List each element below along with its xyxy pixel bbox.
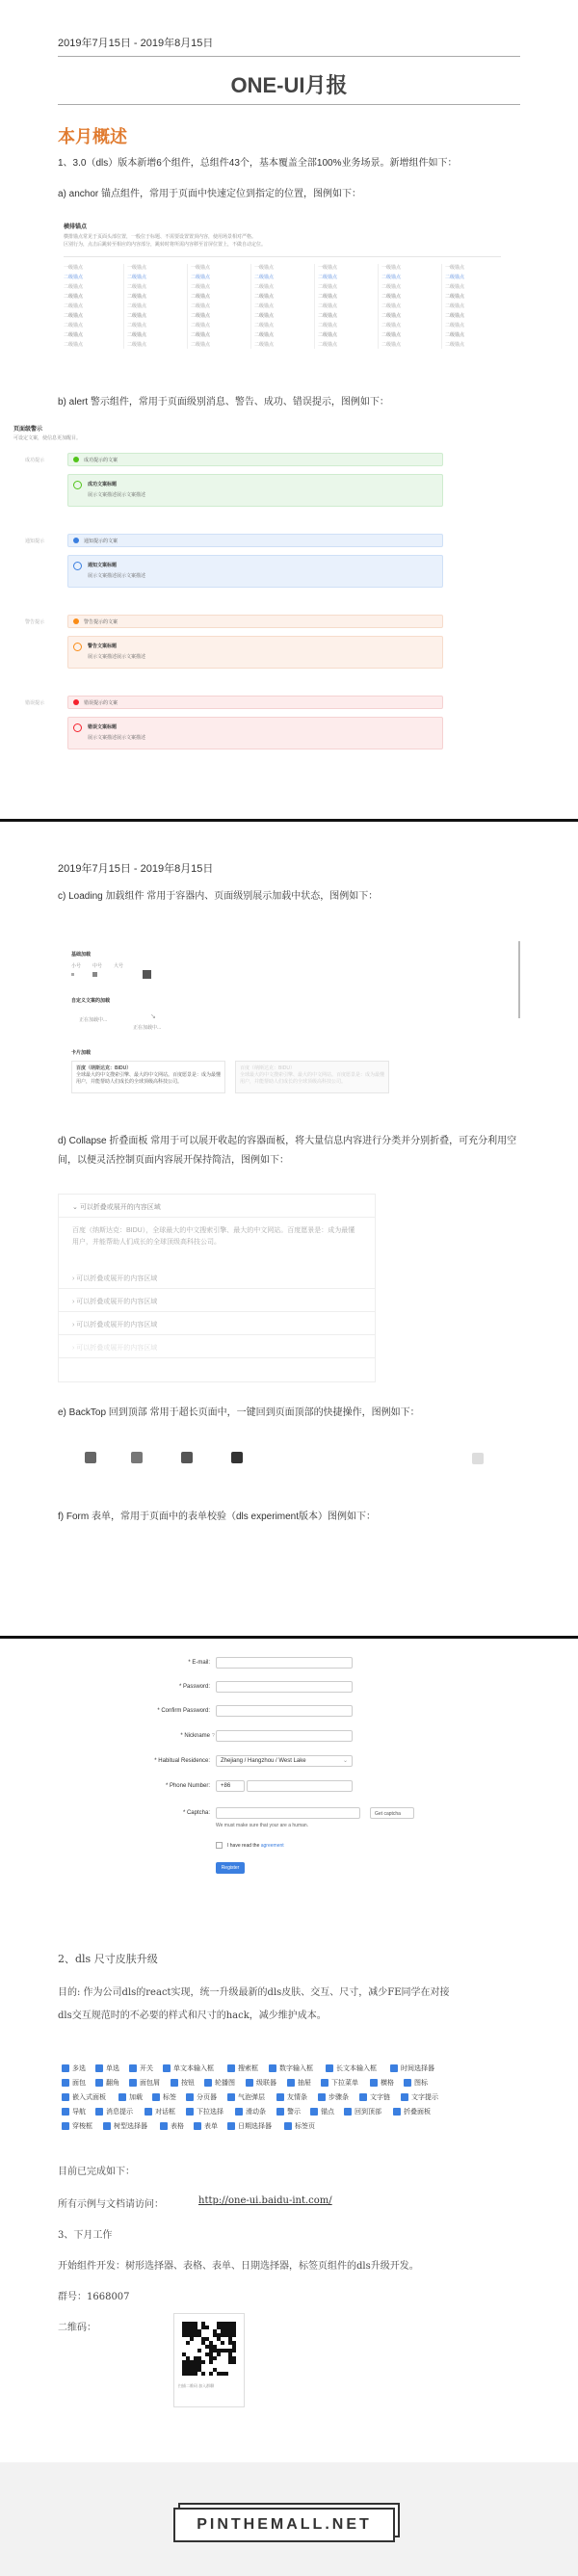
- anchor-column-divider: [441, 264, 442, 349]
- backtop-icon[interactable]: [231, 1452, 243, 1463]
- chevron-down-icon: ⌄: [342, 1758, 348, 1764]
- anchor-link[interactable]: 二级锚点: [254, 275, 275, 280]
- checkbox-checked[interactable]: [287, 2079, 295, 2087]
- alert-status-icon: [73, 562, 82, 570]
- anchor-link[interactable]: 二级锚点: [191, 342, 211, 348]
- anchor-link[interactable]: 二级锚点: [445, 332, 465, 338]
- collapse-item[interactable]: [59, 1266, 375, 1289]
- checkbox-label: 级联器: [256, 2080, 276, 2087]
- checkbox-checked[interactable]: [186, 2108, 194, 2116]
- report-page-3: [0, 1639, 578, 2462]
- anchor-demo-divider: [64, 256, 501, 257]
- alert-text: 警告提示的文案: [84, 619, 118, 625]
- checkbox-checked[interactable]: [227, 2122, 235, 2130]
- anchor-link[interactable]: 二级锚点: [318, 303, 338, 309]
- anchor-link[interactable]: 二级锚点: [445, 303, 465, 309]
- report-date: 2019年7月15日 - 2019年8月15日: [58, 38, 214, 49]
- anchor-link[interactable]: 一级锚点: [381, 265, 402, 271]
- checkbox-label: 时间选择器: [401, 2065, 434, 2072]
- loading-description: c) Loading 加载组件 常用于容器内、页面级别展示加载中状态，图例如下：: [58, 891, 379, 902]
- checkbox-label: 穿梭框: [72, 2123, 92, 2130]
- checkbox-checked[interactable]: [186, 2093, 194, 2101]
- alert-body: 展示文案描述展示文案描述: [88, 492, 146, 498]
- collapse-item-disabled: [59, 1335, 375, 1358]
- checkbox-label: 单文本输入框: [173, 2065, 214, 2072]
- checkbox-label: 日期选择器: [238, 2123, 272, 2130]
- phone-field[interactable]: [247, 1780, 353, 1792]
- checkbox-label: 对话框: [155, 2109, 175, 2116]
- checkbox-label: 气泡弹层: [238, 2094, 265, 2101]
- alert-single: [67, 696, 443, 709]
- checkbox-label: 面包屑: [140, 2080, 160, 2087]
- checkbox-label: 回到顶部: [355, 2109, 381, 2116]
- collapse-panel: [58, 1194, 376, 1382]
- alert-type-label: 成功提示: [25, 458, 45, 463]
- anchor-column-divider: [250, 264, 251, 349]
- card-title: 百度（纳斯达克：BIDU）: [76, 1065, 132, 1071]
- anchor-link[interactable]: 二级锚点: [445, 313, 465, 319]
- collapse-content: 百度（纳斯达克：BIDU），全球最大的中文搜索引擎、最大的中文网站。百度愿景是：成为最懂用户，并能帮助人们成长的全球顶级高科技公司。: [72, 1227, 355, 1246]
- checkbox-label: 警示: [287, 2109, 301, 2116]
- anchor-link[interactable]: 二级锚点: [318, 323, 338, 329]
- alert-with-title: [67, 555, 443, 588]
- checkbox-label: 锚点: [321, 2109, 334, 2116]
- anchor-link[interactable]: 二级锚点: [318, 284, 338, 290]
- loading-basic-label: 基础加载: [71, 952, 92, 958]
- checkbox-checked[interactable]: [235, 2108, 243, 2116]
- checkbox-label: 搜索框: [238, 2065, 258, 2072]
- site-logo-text: PINTHEMALL.NET: [197, 2516, 372, 2533]
- done-title: 目前已完成如下：: [58, 2167, 135, 2177]
- checkbox-checked[interactable]: [163, 2064, 171, 2072]
- anchor-link[interactable]: 二级锚点: [191, 323, 211, 329]
- anchor-link[interactable]: 二级锚点: [127, 294, 147, 300]
- checkbox-checked[interactable]: [246, 2079, 253, 2087]
- anchor-demo-desc: 区别行为，点击后跳转至相应的内容部分，跳转时将所需内容移至首屏位置上，不做自动定位。: [64, 242, 267, 248]
- spinner-icon: [143, 970, 151, 979]
- anchor-link[interactable]: 二级锚点: [191, 284, 211, 290]
- checkbox-label: 下拉选择: [197, 2109, 223, 2116]
- anchor-link[interactable]: 二级锚点: [191, 313, 211, 319]
- loading-card: [71, 1061, 225, 1093]
- page-title: ONE-UI月报: [230, 73, 348, 97]
- anchor-link[interactable]: 二级锚点: [127, 342, 147, 348]
- loading-custom-label: 自定义文案的加载: [71, 998, 111, 1004]
- alert-with-title: [67, 717, 443, 749]
- captcha-field[interactable]: [216, 1807, 360, 1819]
- collapse-item-label: 可以折叠或展开的内容区域: [76, 1345, 158, 1352]
- checkbox-checked[interactable]: [370, 2079, 378, 2087]
- checkbox-checked[interactable]: [401, 2093, 408, 2101]
- checkbox-label: 文字链: [370, 2094, 390, 2101]
- checkbox-checked[interactable]: [103, 2122, 111, 2130]
- scrollbar: [518, 941, 520, 1018]
- alert-single: [67, 453, 443, 466]
- checkbox-checked[interactable]: [62, 2093, 69, 2101]
- checkbox-label: 友情条: [287, 2094, 307, 2101]
- password-label: * Password:: [178, 1684, 210, 1690]
- anchor-link[interactable]: 一级锚点: [318, 265, 338, 271]
- checkbox-label: 标签页: [295, 2123, 315, 2130]
- anchor-link[interactable]: 二级锚点: [381, 303, 402, 309]
- chevron-right-icon: ›: [72, 1345, 77, 1352]
- anchor-link[interactable]: 二级锚点: [254, 294, 275, 300]
- anchor-link[interactable]: 二级锚点: [191, 294, 211, 300]
- help-icon: ?: [212, 1733, 215, 1739]
- anchor-link[interactable]: 二级锚点: [254, 332, 275, 338]
- anchor-link[interactable]: 一级锚点: [191, 265, 211, 271]
- anchor-link[interactable]: 二级锚点: [64, 323, 84, 329]
- checkbox-label: 长文本输入框: [336, 2065, 377, 2072]
- checkbox-checked[interactable]: [227, 2093, 235, 2101]
- checkbox-checked[interactable]: [160, 2122, 168, 2130]
- anchor-link[interactable]: 二级锚点: [64, 294, 84, 300]
- anchor-link[interactable]: 二级锚点: [127, 275, 147, 280]
- alert-type-label: 警告提示: [25, 619, 45, 625]
- checkbox-checked[interactable]: [62, 2122, 69, 2130]
- password-field[interactable]: [216, 1681, 353, 1693]
- checkbox-label: 多选: [72, 2065, 86, 2072]
- checkbox-checked[interactable]: [390, 2064, 398, 2072]
- alert-text: 通知提示的文案: [84, 539, 118, 544]
- group-number: 群号：1668007: [58, 2292, 130, 2302]
- checkbox-checked[interactable]: [269, 2064, 276, 2072]
- checkbox-checked[interactable]: [393, 2108, 401, 2116]
- alert-heading: 警告文案标题: [88, 644, 118, 649]
- anchor-link[interactable]: 二级锚点: [127, 303, 147, 309]
- checkbox-label: 图标: [414, 2080, 428, 2087]
- section3-title: 3、下月工作: [58, 2230, 113, 2241]
- anchor-link[interactable]: 二级锚点: [254, 323, 275, 329]
- anchor-link[interactable]: 二级锚点: [64, 332, 84, 338]
- section3-body: 开始组件开发：树形选择器、表格、表单、日期选择器，标签页组件的dls升级开发。: [58, 2261, 419, 2272]
- residence-select[interactable]: [216, 1755, 353, 1767]
- checkbox-label: 滑动条: [246, 2109, 266, 2116]
- phone-prefix: +86: [221, 1783, 231, 1789]
- anchor-link[interactable]: 二级锚点: [254, 303, 275, 309]
- checkbox-checked[interactable]: [326, 2064, 333, 2072]
- checkbox-checked[interactable]: [318, 2093, 326, 2101]
- anchor-link[interactable]: 二级锚点: [445, 323, 465, 329]
- report-date: 2019年7月15日 - 2019年8月15日: [58, 863, 214, 875]
- register-label: Register: [221, 1865, 240, 1871]
- agree-checkbox[interactable]: [216, 1842, 223, 1849]
- anchor-description: a) anchor 锚点组件，常用于页面中快速定位到指定的位置，图例如下：: [58, 189, 362, 199]
- backtop-icon[interactable]: [472, 1453, 484, 1464]
- section2-body: dls交互规范时的不必要的样式和尺寸的hack，减少维护成本。: [58, 2011, 327, 2021]
- checkbox-checked[interactable]: [276, 2108, 284, 2116]
- checkbox-label: 加载: [129, 2094, 143, 2101]
- checkbox-label: 标签: [163, 2094, 176, 2101]
- collapse-description: d) Collapse 折叠面板 常用于可以展开收起的容器面板，将大量信息内容进行分类并分别折叠，可充分利用空间，以便灵活控制页面内容展开保持简洁，图例如下：: [58, 1136, 517, 1166]
- alert-demo-subtitle: 可设定文案，使信息更加醒目。: [13, 435, 82, 441]
- intro-text: 1、3.0（dls）版本新增6个组件，总组件43个，基本覆盖全部100%业务场景。新增组件如下：: [58, 158, 458, 169]
- report-page-2: [0, 822, 578, 1636]
- card-body: 全球最大的中文搜索引擎、最大的中文网站。百度愿景是：成为最懂用户，并能帮助人们成长的全球顶级高科技公司。: [240, 1072, 385, 1085]
- agree-label: I have read the: [227, 1843, 260, 1849]
- checkbox-checked[interactable]: [129, 2079, 137, 2087]
- residence-value: Zhejiang / Hangzhou / West Lake: [221, 1758, 306, 1764]
- anchor-demo-desc: 横排锚点常见于页面头部位置，一般位于标题、不需要设置置顶内容，使用场景相对严格。: [64, 234, 257, 240]
- backtop-icon[interactable]: [85, 1452, 96, 1463]
- anchor-link[interactable]: 二级锚点: [445, 342, 465, 348]
- collapse-item-label: 可以折叠或展开的内容区域: [79, 1204, 161, 1211]
- checkbox-checked[interactable]: [152, 2093, 160, 2101]
- checkbox-checked[interactable]: [194, 2122, 201, 2130]
- captcha-label: * Captcha:: [182, 1810, 210, 1816]
- agreement-link[interactable]: agreement: [260, 1843, 284, 1849]
- confirm-password-label: * Confirm Password:: [157, 1708, 210, 1714]
- loading-text: 正在加载中...: [79, 1017, 108, 1023]
- alert-body: 展示文案描述展示文案描述: [88, 654, 146, 660]
- checkbox-label: 消息提示: [106, 2109, 133, 2116]
- checkbox-label: 分页器: [197, 2094, 217, 2101]
- anchor-link[interactable]: 二级锚点: [445, 294, 465, 300]
- loading-text: 正在加载中...: [133, 1025, 162, 1031]
- checkbox-checked[interactable]: [227, 2064, 235, 2072]
- alert-type-label: 错误提示: [25, 700, 45, 706]
- anchor-link[interactable]: 二级锚点: [127, 284, 147, 290]
- section2-body: 目的: 作为公司dls的react实现，统一升级最新的dls皮肤、交互、尺寸，减少FE同学在对接: [58, 1987, 450, 1998]
- anchor-link[interactable]: 一级锚点: [254, 265, 275, 271]
- anchor-link[interactable]: 二级锚点: [127, 332, 147, 338]
- anchor-link[interactable]: 二级锚点: [254, 284, 275, 290]
- get-captcha-button[interactable]: [370, 1807, 414, 1819]
- alert-type-label: 通知提示: [25, 539, 45, 544]
- collapse-item-label: 可以折叠或展开的内容区域: [76, 1299, 158, 1305]
- checkbox-checked[interactable]: [95, 2079, 103, 2087]
- anchor-link[interactable]: 二级锚点: [381, 323, 402, 329]
- alert-status-icon: [73, 699, 79, 705]
- section-title: 本月概述: [58, 127, 127, 146]
- alert-demo-title: 页面级警示: [13, 427, 43, 433]
- alert-with-title: [67, 636, 443, 669]
- anchor-link[interactable]: 二级锚点: [381, 332, 402, 338]
- chevron-down-icon: ⌄: [72, 1204, 80, 1211]
- checkbox-label: 表格: [171, 2123, 184, 2130]
- anchor-link[interactable]: 二级锚点: [318, 313, 338, 319]
- card-body: 全球最大的中文搜索引擎、最大的中文网站。百度愿景是：成为最懂用户，并能帮助人们成长的全球顶级高科技公司。: [76, 1072, 222, 1085]
- collapse-item-expanded[interactable]: [59, 1195, 375, 1218]
- anchor-link[interactable]: 二级锚点: [254, 342, 275, 348]
- qr-card: [173, 2313, 245, 2407]
- checkbox-checked[interactable]: [404, 2079, 411, 2087]
- checkbox-checked[interactable]: [204, 2079, 212, 2087]
- alert-description: b) alert 警示组件，常用于页面级别消息、警告、成功、错误提示，图例如下：: [58, 397, 389, 407]
- checkbox-label: 按钮: [181, 2080, 195, 2087]
- anchor-link[interactable]: 二级锚点: [381, 275, 402, 280]
- alert-status-icon: [73, 538, 79, 543]
- spinner-icon: [71, 973, 74, 976]
- checkbox-label: 导航: [72, 2109, 86, 2116]
- anchor-link[interactable]: 二级锚点: [191, 275, 211, 280]
- anchor-link[interactable]: 一级锚点: [127, 265, 147, 271]
- anchor-demo-title: 横排锚点: [64, 224, 88, 230]
- alert-body: 展示文案描述展示文案描述: [88, 573, 146, 579]
- docs-link[interactable]: http://one-ui.baidu-int.com/: [198, 2195, 332, 2206]
- checkbox-label: 文字提示: [411, 2094, 438, 2101]
- checkbox-checked[interactable]: [144, 2108, 152, 2116]
- nickname-field[interactable]: [216, 1730, 353, 1742]
- chevron-right-icon: ›: [72, 1299, 77, 1305]
- alert-text: 成功提示的文案: [84, 458, 118, 463]
- divider: [58, 56, 520, 57]
- checkbox-checked[interactable]: [129, 2064, 137, 2072]
- anchor-link[interactable]: 二级锚点: [254, 313, 275, 319]
- form-description: f) Form 表单，常用于页面中的表单校验（dls experiment版本）图例如下：: [58, 1511, 377, 1522]
- residence-label: * Habitual Residence:: [154, 1758, 210, 1764]
- spinner-icon: ↘: [150, 1013, 156, 1020]
- checkbox-label: 抽屉: [298, 2080, 311, 2087]
- checkbox-label: 翻角: [106, 2080, 119, 2087]
- alert-single: [67, 534, 443, 547]
- anchor-link[interactable]: 二级锚点: [127, 323, 147, 329]
- agree-text: [227, 1843, 284, 1849]
- alert-heading: 错误文案标题: [88, 724, 118, 730]
- checkbox-checked[interactable]: [310, 2108, 318, 2116]
- alert-status-icon: [73, 643, 82, 651]
- checkbox-checked[interactable]: [95, 2108, 103, 2116]
- chevron-right-icon: ›: [72, 1322, 77, 1328]
- checkbox-checked[interactable]: [321, 2079, 328, 2087]
- get-captcha-label: Get captcha: [375, 1811, 401, 1817]
- site-logo[interactable]: [173, 2508, 395, 2542]
- collapse-item[interactable]: [59, 1289, 375, 1312]
- collapse-item-label: 可以折叠或展开的内容区域: [76, 1275, 158, 1282]
- alert-heading: 成功文案标题: [88, 482, 118, 487]
- anchor-link[interactable]: 二级锚点: [64, 303, 84, 309]
- anchor-link[interactable]: 二级锚点: [318, 342, 338, 348]
- docs-label: 所有示例与文档请访问：: [58, 2199, 164, 2210]
- loading-card-label: 卡片加载: [71, 1050, 92, 1056]
- checkbox-checked[interactable]: [62, 2108, 69, 2116]
- checkbox-checked[interactable]: [284, 2122, 292, 2130]
- checkbox-label: 开关: [140, 2065, 153, 2072]
- checkbox-checked[interactable]: [118, 2093, 126, 2101]
- checkbox-checked[interactable]: [171, 2079, 178, 2087]
- checkbox-label: 折叠面板: [404, 2109, 431, 2116]
- confirm-password-field[interactable]: [216, 1705, 353, 1717]
- email-field[interactable]: [216, 1657, 353, 1669]
- alert-body: 展示文案描述展示文案描述: [88, 735, 146, 741]
- checkbox-label: 树型选择器: [114, 2123, 147, 2130]
- anchor-link[interactable]: 二级锚点: [381, 294, 402, 300]
- loading-demo-image: 基础加载 小号 中号 大号 自定义文案的加载 正在加载中... 正在加载中... ↘ 卡片加载 百度（纳斯达克：BIDU） 全球最大的中文搜索引擎、最大的中文网站。百度愿景是：成为最懂用户，并能帮助人们成长的全球顶级高科技公司。 百度（纳斯达克：BIDU） 全球最大的中文搜索引擎、最大的中文网站。百度愿景是：成为最懂用户，并能帮助人们成长的全球顶级高科技公司。: [58, 941, 520, 1095]
- anchor-link[interactable]: 二级锚点: [381, 284, 402, 290]
- spinner-icon: [92, 972, 97, 977]
- anchor-link[interactable]: 二级锚点: [318, 332, 338, 338]
- alert-status-icon: [73, 723, 82, 732]
- qr-code: [182, 2322, 236, 2376]
- chevron-right-icon: ›: [72, 1275, 77, 1282]
- alert-single: [67, 615, 443, 628]
- captcha-hint: We must make sure that your are a human.: [216, 1823, 309, 1828]
- checkbox-checked[interactable]: [344, 2108, 352, 2116]
- checkbox-label: 轮播图: [215, 2080, 235, 2087]
- anchor-link[interactable]: 二级锚点: [64, 313, 84, 319]
- alert-text: 错误提示的文案: [84, 700, 118, 706]
- section2-title: 2、dls 尺寸皮肤升级: [58, 1953, 158, 1965]
- checkbox-label: 嵌入式面板: [72, 2094, 106, 2101]
- loading-card-dimmed: [235, 1061, 389, 1093]
- email-label: * E-mail:: [188, 1660, 210, 1666]
- anchor-link[interactable]: 二级锚点: [127, 313, 147, 319]
- alert-with-title: [67, 474, 443, 507]
- phone-prefix-select[interactable]: [216, 1780, 245, 1792]
- collapse-item[interactable]: [59, 1312, 375, 1335]
- anchor-link[interactable]: 二级锚点: [381, 313, 402, 319]
- checkbox-label: 数字输入框: [279, 2065, 313, 2072]
- checkbox-checked[interactable]: [359, 2093, 367, 2101]
- collapse-item-label: 可以折叠或展开的内容区域: [76, 1322, 158, 1328]
- checkbox-label: 步骤条: [328, 2094, 349, 2101]
- checkbox-checked[interactable]: [95, 2064, 103, 2072]
- checkbox-label: 面包: [72, 2080, 86, 2087]
- checkbox-label: 表单: [204, 2123, 218, 2130]
- anchor-link[interactable]: 二级锚点: [318, 294, 338, 300]
- qr-caption: 扫描二维码 加入群聊: [178, 2383, 215, 2388]
- anchor-link[interactable]: 二级锚点: [191, 303, 211, 309]
- checkbox-checked[interactable]: [62, 2079, 69, 2087]
- alert-heading: 通知文案标题: [88, 563, 118, 568]
- checkbox-label: 单选: [106, 2065, 119, 2072]
- anchor-link[interactable]: 二级锚点: [191, 332, 211, 338]
- checkbox-label: 横格: [381, 2080, 394, 2087]
- anchor-link[interactable]: 一级锚点: [445, 265, 465, 271]
- anchor-demo-image: [64, 222, 501, 364]
- anchor-column-divider: [314, 264, 315, 349]
- anchor-link[interactable]: 二级锚点: [64, 284, 84, 290]
- anchor-link[interactable]: 二级锚点: [381, 342, 402, 348]
- divider: [58, 104, 520, 105]
- checkbox-checked[interactable]: [276, 2093, 284, 2101]
- qr-label: 二维码：: [58, 2323, 96, 2333]
- alert-status-icon: [73, 618, 79, 624]
- register-button[interactable]: [216, 1862, 245, 1874]
- backtop-icon[interactable]: [131, 1452, 143, 1463]
- alert-status-icon: [73, 457, 79, 462]
- card-title: 百度（纳斯达克：BIDU）: [240, 1065, 295, 1071]
- anchor-link[interactable]: 二级锚点: [64, 342, 84, 348]
- anchor-column-divider: [378, 264, 379, 349]
- anchor-link[interactable]: 一级锚点: [64, 265, 84, 271]
- anchor-column-divider: [123, 264, 124, 349]
- anchor-link[interactable]: 二级锚点: [445, 275, 465, 280]
- footer: [0, 2462, 578, 2576]
- anchor-column-divider: [187, 264, 188, 349]
- anchor-link[interactable]: 二级锚点: [445, 284, 465, 290]
- backtop-description: e) BackTop 回到顶部 常用于超长页面中，一键回到页面顶部的快捷操作，图例如下：: [58, 1407, 420, 1418]
- nickname-label: * Nickname: [180, 1733, 210, 1739]
- backtop-icon[interactable]: [181, 1452, 193, 1463]
- alert-status-icon: [73, 481, 82, 489]
- report-page-1: [0, 0, 578, 819]
- phone-label: * Phone Number:: [165, 1783, 210, 1789]
- anchor-link[interactable]: 二级锚点: [318, 275, 338, 280]
- checkbox-checked[interactable]: [62, 2064, 69, 2072]
- checkbox-label: 下拉菜单: [331, 2080, 358, 2087]
- anchor-link[interactable]: 二级锚点: [64, 275, 84, 280]
